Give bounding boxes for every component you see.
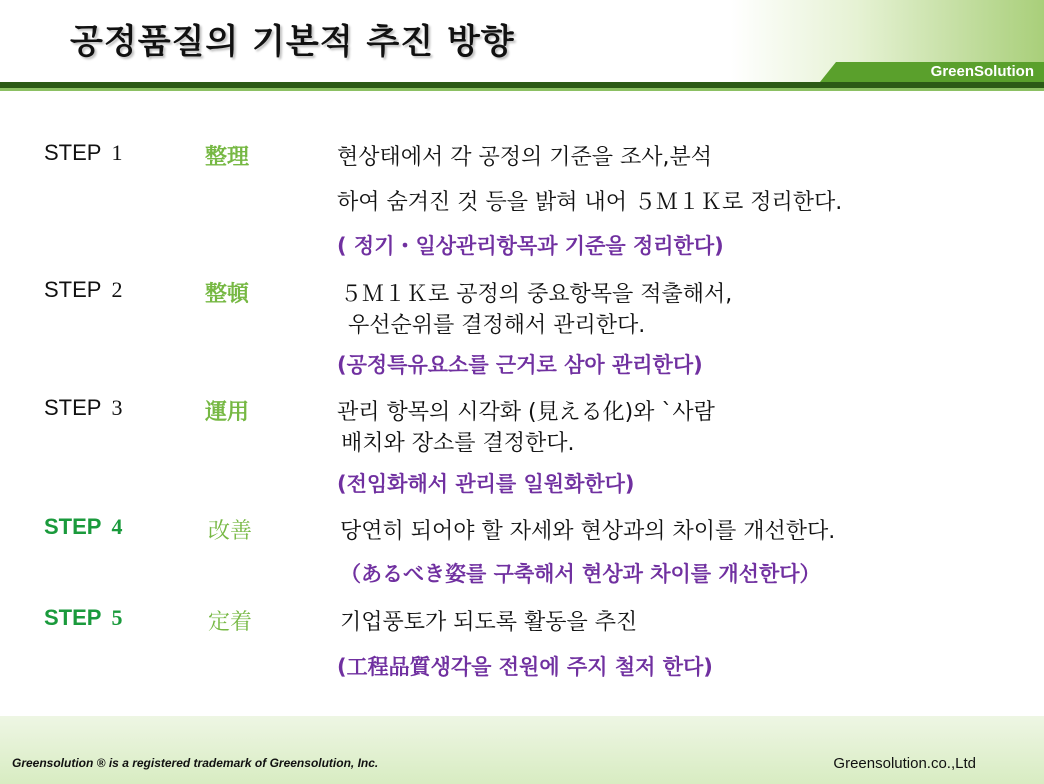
company-name: Greensolution.co.,Ltd xyxy=(833,755,976,772)
step-2-note: (공정특유요소를 근거로 삼아 관리한다) xyxy=(337,353,703,377)
step-5-kanji: 定着 xyxy=(208,610,253,635)
step-3-desc-line-2: 배치와 장소를 결정한다. xyxy=(341,431,575,456)
step-4-desc-line-1: 당연히 되어야 할 자세와 현상과의 차이를 개선한다. xyxy=(340,519,836,544)
step-2-label: STEP 2 xyxy=(44,277,123,302)
step-4-note: （あるべき姿를 구축해서 현상과 차이를 개선한다） xyxy=(340,562,821,586)
step-5-label: STEP 5 xyxy=(44,605,123,630)
step-5-desc-line-1: 기업풍토가 되도록 활동을 추진 xyxy=(340,610,638,635)
step-2-desc-line-1: ５Ｍ１Ｋ로 공정의 중요항목을 적출해서, xyxy=(340,282,733,307)
step-1-note: ( 정기・일상관리항목과 기준을 정리한다) xyxy=(337,234,724,258)
step-1-kanji: 整理 xyxy=(205,145,250,170)
step-3-kanji: 運用 xyxy=(205,400,250,425)
step-4-kanji: 改善 xyxy=(208,519,253,544)
step-2-kanji: 整頓 xyxy=(205,282,250,307)
step-5-note: (工程品質생각을 전원에 주지 철저 한다) xyxy=(337,655,713,679)
step-3-note: (전임화해서 관리를 일원화한다) xyxy=(337,472,635,496)
brand-label: GreenSolution xyxy=(930,63,1034,80)
footer-band xyxy=(0,716,1044,784)
step-1-desc-line-2: 하여 숨겨진 것 등을 밝혀 내어 ５Ｍ１Ｋ로 정리한다. xyxy=(337,190,843,215)
trademark-text: Greensolution ® is a registered trademark of Greensolution, Inc. xyxy=(12,756,379,770)
step-1-desc-line-1: 현상태에서 각 공정의 기준을 조사,분석 xyxy=(337,145,712,170)
step-1-label: STEP 1 xyxy=(44,140,123,165)
steps-content xyxy=(0,91,1044,716)
step-3-desc-line-1: 관리 항목의 시각화 (見える化)와 `사람 xyxy=(337,400,715,425)
step-2-desc-line-2: 우선순위를 결정해서 관리한다. xyxy=(348,313,646,338)
slide-title: 공정품질의 기본적 추진 방향 xyxy=(70,22,515,62)
step-4-label: STEP 4 xyxy=(44,514,123,539)
step-3-label: STEP 3 xyxy=(44,395,123,420)
